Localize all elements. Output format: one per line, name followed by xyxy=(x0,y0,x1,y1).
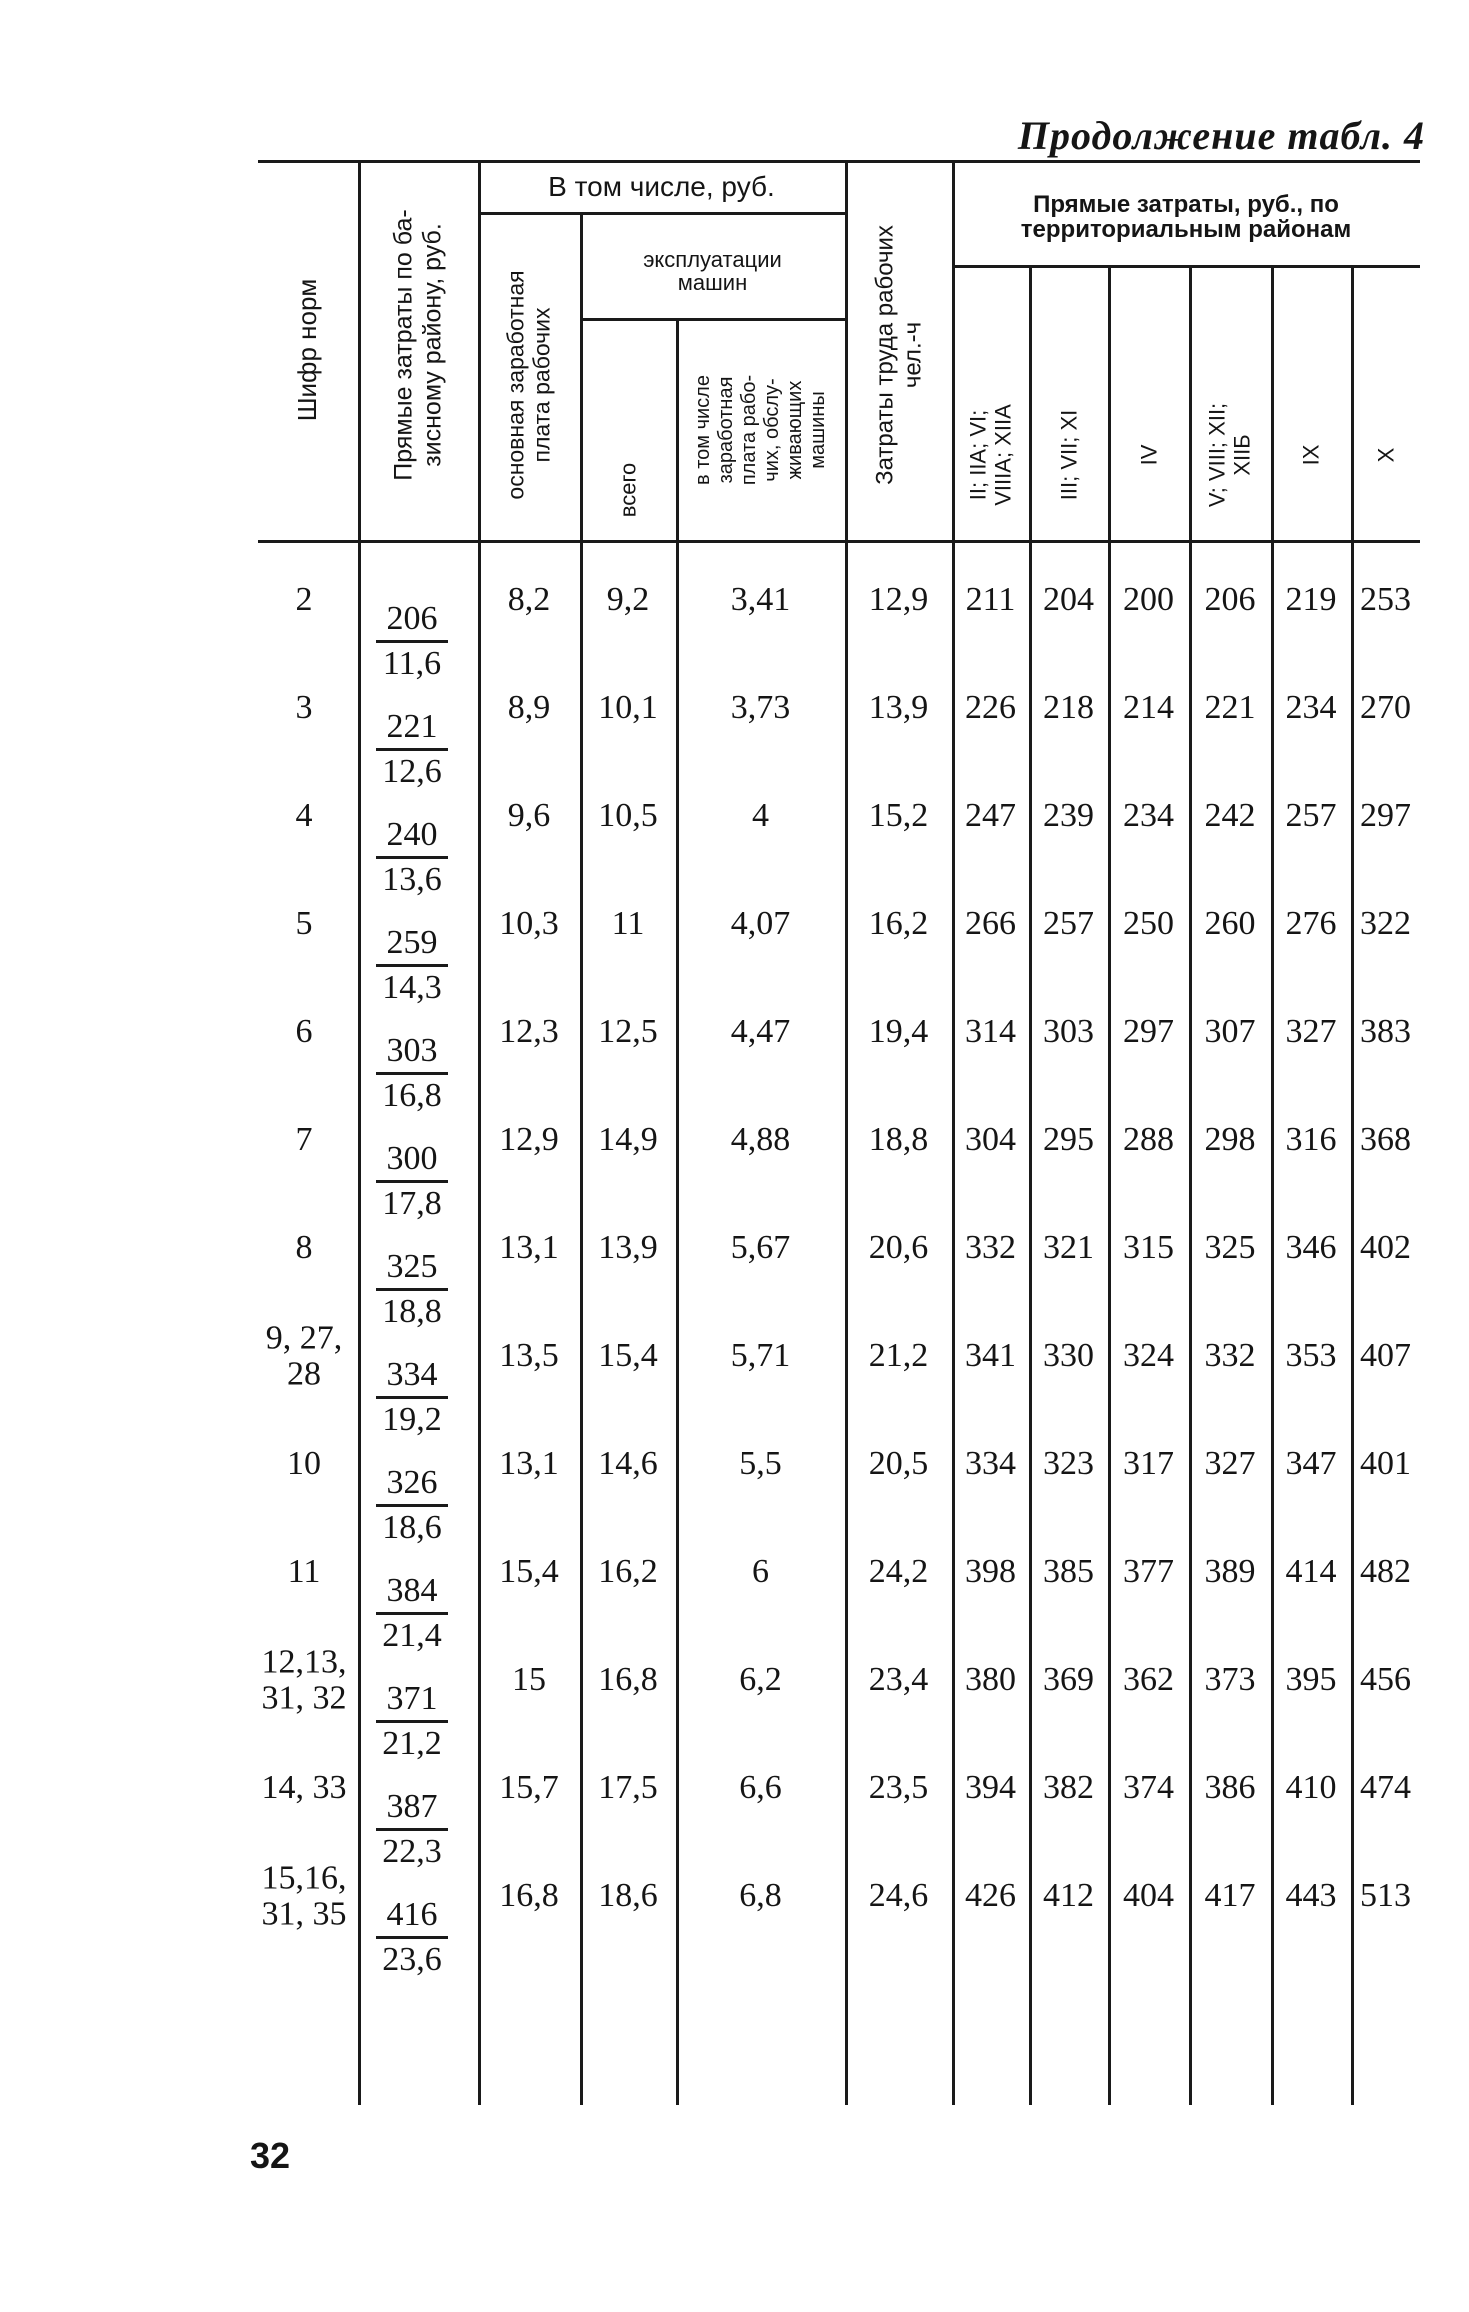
header-region-5: IX xyxy=(1298,444,1324,466)
region-value-1: 398 xyxy=(965,1553,1016,1590)
labor-value: 20,6 xyxy=(868,1229,929,1266)
base-cost-subvalue: 21,4 xyxy=(382,1617,442,1654)
region-value-1: 394 xyxy=(965,1769,1016,1806)
norm-code: 8 xyxy=(295,1229,313,1267)
machine-group-rule xyxy=(580,318,845,321)
base-cost-fraction xyxy=(376,1898,448,1977)
region-value-1: 426 xyxy=(965,1877,1016,1914)
machine-wages-value: 4,47 xyxy=(730,1013,791,1050)
base-cost-value: 240 xyxy=(386,816,438,853)
norm-code: 5 xyxy=(295,905,313,943)
base-cost-value: 259 xyxy=(386,924,438,961)
machine-wages-value: 4,07 xyxy=(730,905,791,942)
col-divider xyxy=(1351,265,1354,2105)
base-cost-subvalue: 21,2 xyxy=(382,1725,442,1762)
region-value-6: 513 xyxy=(1360,1877,1411,1914)
region-value-1: 226 xyxy=(965,689,1016,726)
region-value-6: 297 xyxy=(1360,797,1411,834)
fraction-bar xyxy=(376,1504,448,1507)
region-value-1: 341 xyxy=(965,1337,1016,1374)
norm-code: 9, 27, 28 xyxy=(265,1319,343,1392)
col-divider xyxy=(1271,265,1274,2105)
norm-code: 6 xyxy=(295,1013,313,1051)
header-region-6: X xyxy=(1372,447,1398,463)
base-cost-fraction xyxy=(376,926,448,1005)
machine-total-value: 14,6 xyxy=(598,1445,658,1482)
header-machine-total: всего xyxy=(615,462,641,518)
wages-value: 13,1 xyxy=(499,1445,559,1482)
machine-total-value: 16,2 xyxy=(598,1553,658,1590)
region-value-1: 334 xyxy=(965,1445,1016,1482)
base-cost-subvalue: 13,6 xyxy=(382,861,442,898)
base-cost-fraction xyxy=(376,1790,448,1869)
col-divider xyxy=(676,318,679,2105)
machine-wages-value: 6,8 xyxy=(739,1877,782,1914)
header-region-1: II; IIA; VI; VIIIA; XIIA xyxy=(965,404,1016,506)
region-value-2: 412 xyxy=(1043,1877,1094,1914)
base-cost-subvalue: 18,6 xyxy=(382,1509,442,1546)
fraction-bar xyxy=(376,1720,448,1723)
base-cost-value: 303 xyxy=(386,1032,438,1069)
base-cost-fraction xyxy=(376,1682,448,1761)
fraction-bar xyxy=(376,1612,448,1615)
region-value-4: 386 xyxy=(1204,1769,1256,1806)
base-cost-value: 300 xyxy=(386,1140,438,1177)
machine-total-value: 9,2 xyxy=(606,581,650,618)
region-value-6: 482 xyxy=(1360,1553,1411,1590)
region-value-4: 260 xyxy=(1204,905,1256,942)
region-value-4: 373 xyxy=(1204,1661,1256,1698)
header-region-3: IV xyxy=(1135,444,1161,466)
base-cost-subvalue: 17,8 xyxy=(382,1185,442,1222)
base-cost-fraction xyxy=(376,1250,448,1329)
fraction-bar xyxy=(376,856,448,859)
labor-value: 24,6 xyxy=(868,1877,929,1914)
wages-value: 15,4 xyxy=(499,1553,559,1590)
region-value-2: 369 xyxy=(1043,1661,1094,1698)
header-base-cost: Прямые затраты по ба- зисному району, руб. xyxy=(389,209,446,481)
region-value-1: 211 xyxy=(965,581,1016,618)
base-cost-value: 416 xyxy=(386,1896,438,1933)
machine-wages-value: 4 xyxy=(752,797,769,834)
region-value-2: 382 xyxy=(1043,1769,1094,1806)
fraction-bar xyxy=(376,1072,448,1075)
region-value-4: 417 xyxy=(1204,1877,1256,1914)
region-value-2: 323 xyxy=(1043,1445,1094,1482)
region-value-4: 389 xyxy=(1204,1553,1256,1590)
region-value-3: 324 xyxy=(1123,1337,1174,1374)
col-divider xyxy=(845,160,848,2105)
base-cost-fraction xyxy=(376,1466,448,1545)
region-value-5: 347 xyxy=(1285,1445,1337,1482)
region-value-4: 206 xyxy=(1204,581,1256,618)
col-divider xyxy=(1108,265,1111,2105)
machine-total-value: 18,6 xyxy=(598,1877,658,1914)
region-value-3: 234 xyxy=(1123,797,1174,834)
fraction-bar xyxy=(376,1936,448,1939)
region-value-4: 332 xyxy=(1204,1337,1256,1374)
base-cost-value: 387 xyxy=(386,1788,438,1825)
base-cost-value: 371 xyxy=(386,1680,438,1717)
base-cost-fraction xyxy=(376,1142,448,1221)
region-value-4: 325 xyxy=(1204,1229,1256,1266)
header-region-4: V; VIII; XII; XIIБ xyxy=(1204,402,1255,508)
fraction-bar xyxy=(376,1828,448,1831)
base-cost-fraction xyxy=(376,818,448,897)
norm-code: 2 xyxy=(295,581,313,619)
region-value-3: 288 xyxy=(1123,1121,1174,1158)
labor-value: 18,8 xyxy=(868,1121,929,1158)
machine-total-value: 12,5 xyxy=(598,1013,658,1050)
col-divider xyxy=(478,160,481,2105)
base-cost-fraction xyxy=(376,1574,448,1653)
machine-wages-value: 5,67 xyxy=(730,1229,791,1266)
base-cost-subvalue: 11,6 xyxy=(382,645,442,682)
region-value-6: 456 xyxy=(1360,1661,1411,1698)
base-cost-value: 221 xyxy=(386,708,438,745)
base-cost-value: 326 xyxy=(386,1464,438,1501)
machine-total-value: 14,9 xyxy=(598,1121,658,1158)
machine-wages-value: 6,2 xyxy=(739,1661,782,1698)
col-divider xyxy=(1029,265,1032,2105)
norm-code: 14, 33 xyxy=(261,1769,347,1807)
region-value-3: 297 xyxy=(1123,1013,1174,1050)
region-value-2: 321 xyxy=(1043,1229,1094,1266)
region-value-1: 332 xyxy=(965,1229,1016,1266)
region-value-1: 247 xyxy=(965,797,1016,834)
col-divider xyxy=(580,212,583,2105)
wages-value: 9,6 xyxy=(507,797,551,834)
col-divider xyxy=(358,160,361,2105)
col-divider xyxy=(1189,265,1192,2105)
region-value-5: 234 xyxy=(1285,689,1337,726)
region-value-3: 317 xyxy=(1123,1445,1174,1482)
fraction-bar xyxy=(376,640,448,643)
incl-group-rule xyxy=(478,212,845,215)
wages-value: 12,3 xyxy=(499,1013,559,1050)
base-cost-value: 334 xyxy=(386,1356,438,1393)
machine-wages-value: 5,5 xyxy=(739,1445,782,1482)
region-value-4: 307 xyxy=(1204,1013,1256,1050)
region-value-2: 295 xyxy=(1043,1121,1094,1158)
page-number: 32 xyxy=(250,2135,291,2176)
region-value-6: 383 xyxy=(1360,1013,1411,1050)
machine-wages-value: 3,73 xyxy=(730,689,791,726)
wages-value: 16,8 xyxy=(499,1877,559,1914)
region-value-3: 374 xyxy=(1123,1769,1174,1806)
region-value-5: 316 xyxy=(1285,1121,1337,1158)
header-incl-group: В том числе, руб. xyxy=(548,171,775,202)
region-value-2: 303 xyxy=(1043,1013,1094,1050)
base-cost-subvalue: 19,2 xyxy=(382,1401,442,1438)
machine-wages-value: 5,71 xyxy=(730,1337,791,1374)
header-bottom-rule xyxy=(258,540,1420,543)
header-wages: основная заработная плата рабочих xyxy=(502,270,555,500)
labor-value: 12,9 xyxy=(868,581,929,618)
wages-value: 13,5 xyxy=(499,1337,559,1374)
base-cost-fraction xyxy=(376,1034,448,1113)
region-value-3: 362 xyxy=(1123,1661,1174,1698)
wages-value: 12,9 xyxy=(499,1121,559,1158)
region-value-4: 298 xyxy=(1204,1121,1256,1158)
region-value-1: 314 xyxy=(965,1013,1016,1050)
wages-value: 15,7 xyxy=(499,1769,559,1806)
wages-value: 13,1 xyxy=(499,1229,559,1266)
region-value-4: 221 xyxy=(1204,689,1256,726)
labor-value: 20,5 xyxy=(868,1445,929,1482)
norm-code: 4 xyxy=(295,797,313,835)
region-value-2: 218 xyxy=(1043,689,1094,726)
region-value-6: 253 xyxy=(1360,581,1411,618)
regions-group-rule xyxy=(952,265,1420,268)
machine-wages-value: 6,6 xyxy=(739,1769,782,1806)
base-cost-fraction xyxy=(376,1358,448,1437)
region-value-6: 407 xyxy=(1360,1337,1411,1374)
region-value-4: 327 xyxy=(1204,1445,1256,1482)
table-caption: Продолжение табл. 4 xyxy=(1017,113,1425,158)
machine-total-value: 10,5 xyxy=(598,797,658,834)
fraction-bar xyxy=(376,748,448,751)
region-value-2: 257 xyxy=(1043,905,1094,942)
wages-value: 8,2 xyxy=(507,581,551,618)
fraction-bar xyxy=(376,964,448,967)
region-value-5: 219 xyxy=(1285,581,1337,618)
fraction-bar xyxy=(376,1396,448,1399)
region-value-5: 353 xyxy=(1285,1337,1337,1374)
labor-value: 19,4 xyxy=(868,1013,929,1050)
fraction-bar xyxy=(376,1180,448,1183)
machine-wages-value: 3,41 xyxy=(730,581,791,618)
region-value-3: 200 xyxy=(1123,581,1174,618)
region-value-5: 410 xyxy=(1285,1769,1337,1806)
region-value-6: 401 xyxy=(1360,1445,1411,1482)
region-value-5: 414 xyxy=(1285,1553,1337,1590)
machine-wages-value: 4,88 xyxy=(730,1121,791,1158)
base-cost-subvalue: 14,3 xyxy=(382,969,442,1006)
region-value-5: 257 xyxy=(1285,797,1337,834)
header-code: Шифр норм xyxy=(292,278,323,422)
region-value-5: 443 xyxy=(1285,1877,1337,1914)
region-value-4: 242 xyxy=(1204,797,1256,834)
header-labor: Затраты труда рабочих чел.-ч xyxy=(870,225,926,485)
base-cost-value: 384 xyxy=(386,1572,438,1609)
region-value-3: 404 xyxy=(1123,1877,1174,1914)
labor-value: 15,2 xyxy=(868,797,929,834)
region-value-6: 474 xyxy=(1360,1769,1411,1806)
machine-total-value: 10,1 xyxy=(598,689,658,726)
labor-value: 23,5 xyxy=(868,1769,929,1806)
base-cost-subvalue: 12,6 xyxy=(382,753,442,790)
base-cost-subvalue: 23,6 xyxy=(382,1941,442,1978)
norm-code: 15,16, 31, 35 xyxy=(261,1859,347,1932)
labor-value: 24,2 xyxy=(868,1553,929,1590)
region-value-6: 402 xyxy=(1360,1229,1411,1266)
machine-wages-value: 6 xyxy=(752,1553,769,1590)
table-top-rule xyxy=(258,160,1420,163)
region-value-1: 380 xyxy=(965,1661,1016,1698)
region-value-1: 266 xyxy=(965,905,1016,942)
region-value-6: 322 xyxy=(1360,905,1411,942)
labor-value: 21,2 xyxy=(868,1337,929,1374)
base-cost-value: 325 xyxy=(386,1248,438,1285)
labor-value: 16,2 xyxy=(868,905,929,942)
labor-value: 23,4 xyxy=(868,1661,929,1698)
region-value-3: 377 xyxy=(1123,1553,1174,1590)
region-value-6: 270 xyxy=(1360,689,1411,726)
region-value-2: 239 xyxy=(1043,797,1094,834)
norm-code: 3 xyxy=(295,689,313,727)
machine-total-value: 16,8 xyxy=(598,1661,658,1698)
region-value-5: 327 xyxy=(1285,1013,1337,1050)
region-value-5: 395 xyxy=(1285,1661,1337,1698)
region-value-6: 368 xyxy=(1360,1121,1411,1158)
region-value-2: 330 xyxy=(1043,1337,1094,1374)
base-cost-value: 206 xyxy=(386,600,438,637)
wages-value: 10,3 xyxy=(499,905,559,942)
base-cost-fraction xyxy=(376,602,448,681)
header-region-2: III; VII; XI xyxy=(1055,409,1081,501)
region-value-5: 276 xyxy=(1285,905,1337,942)
header-machine-wages: в том числе заработная плата рабо- чих, обслу- живающих машины xyxy=(691,374,829,486)
fraction-bar xyxy=(376,1288,448,1291)
header-regions-group: Прямые затраты, руб., по территориальным районам xyxy=(1020,191,1352,244)
wages-value: 8,9 xyxy=(507,689,551,726)
region-value-3: 214 xyxy=(1123,689,1174,726)
base-cost-subvalue: 18,8 xyxy=(382,1293,442,1330)
col-divider xyxy=(952,160,955,2105)
base-cost-subvalue: 16,8 xyxy=(382,1077,442,1114)
region-value-3: 250 xyxy=(1123,905,1174,942)
norm-code: 12,13, 31, 32 xyxy=(261,1643,347,1716)
norm-code: 7 xyxy=(295,1121,313,1159)
region-value-3: 315 xyxy=(1123,1229,1174,1266)
header-machine-group: эксплуатации машин xyxy=(643,247,782,296)
labor-value: 13,9 xyxy=(868,689,929,726)
machine-total-value: 15,4 xyxy=(598,1337,658,1374)
region-value-1: 304 xyxy=(965,1121,1016,1158)
machine-total-value: 13,9 xyxy=(598,1229,658,1266)
region-value-2: 385 xyxy=(1043,1553,1094,1590)
base-cost-subvalue: 22,3 xyxy=(382,1833,442,1870)
norm-code: 11 xyxy=(287,1553,321,1591)
wages-value: 15 xyxy=(512,1661,546,1698)
machine-total-value: 11 xyxy=(611,905,645,942)
region-value-2: 204 xyxy=(1043,581,1094,618)
norm-code: 10 xyxy=(287,1445,321,1483)
base-cost-fraction xyxy=(376,710,448,789)
region-value-5: 346 xyxy=(1285,1229,1337,1266)
machine-total-value: 17,5 xyxy=(598,1769,658,1806)
